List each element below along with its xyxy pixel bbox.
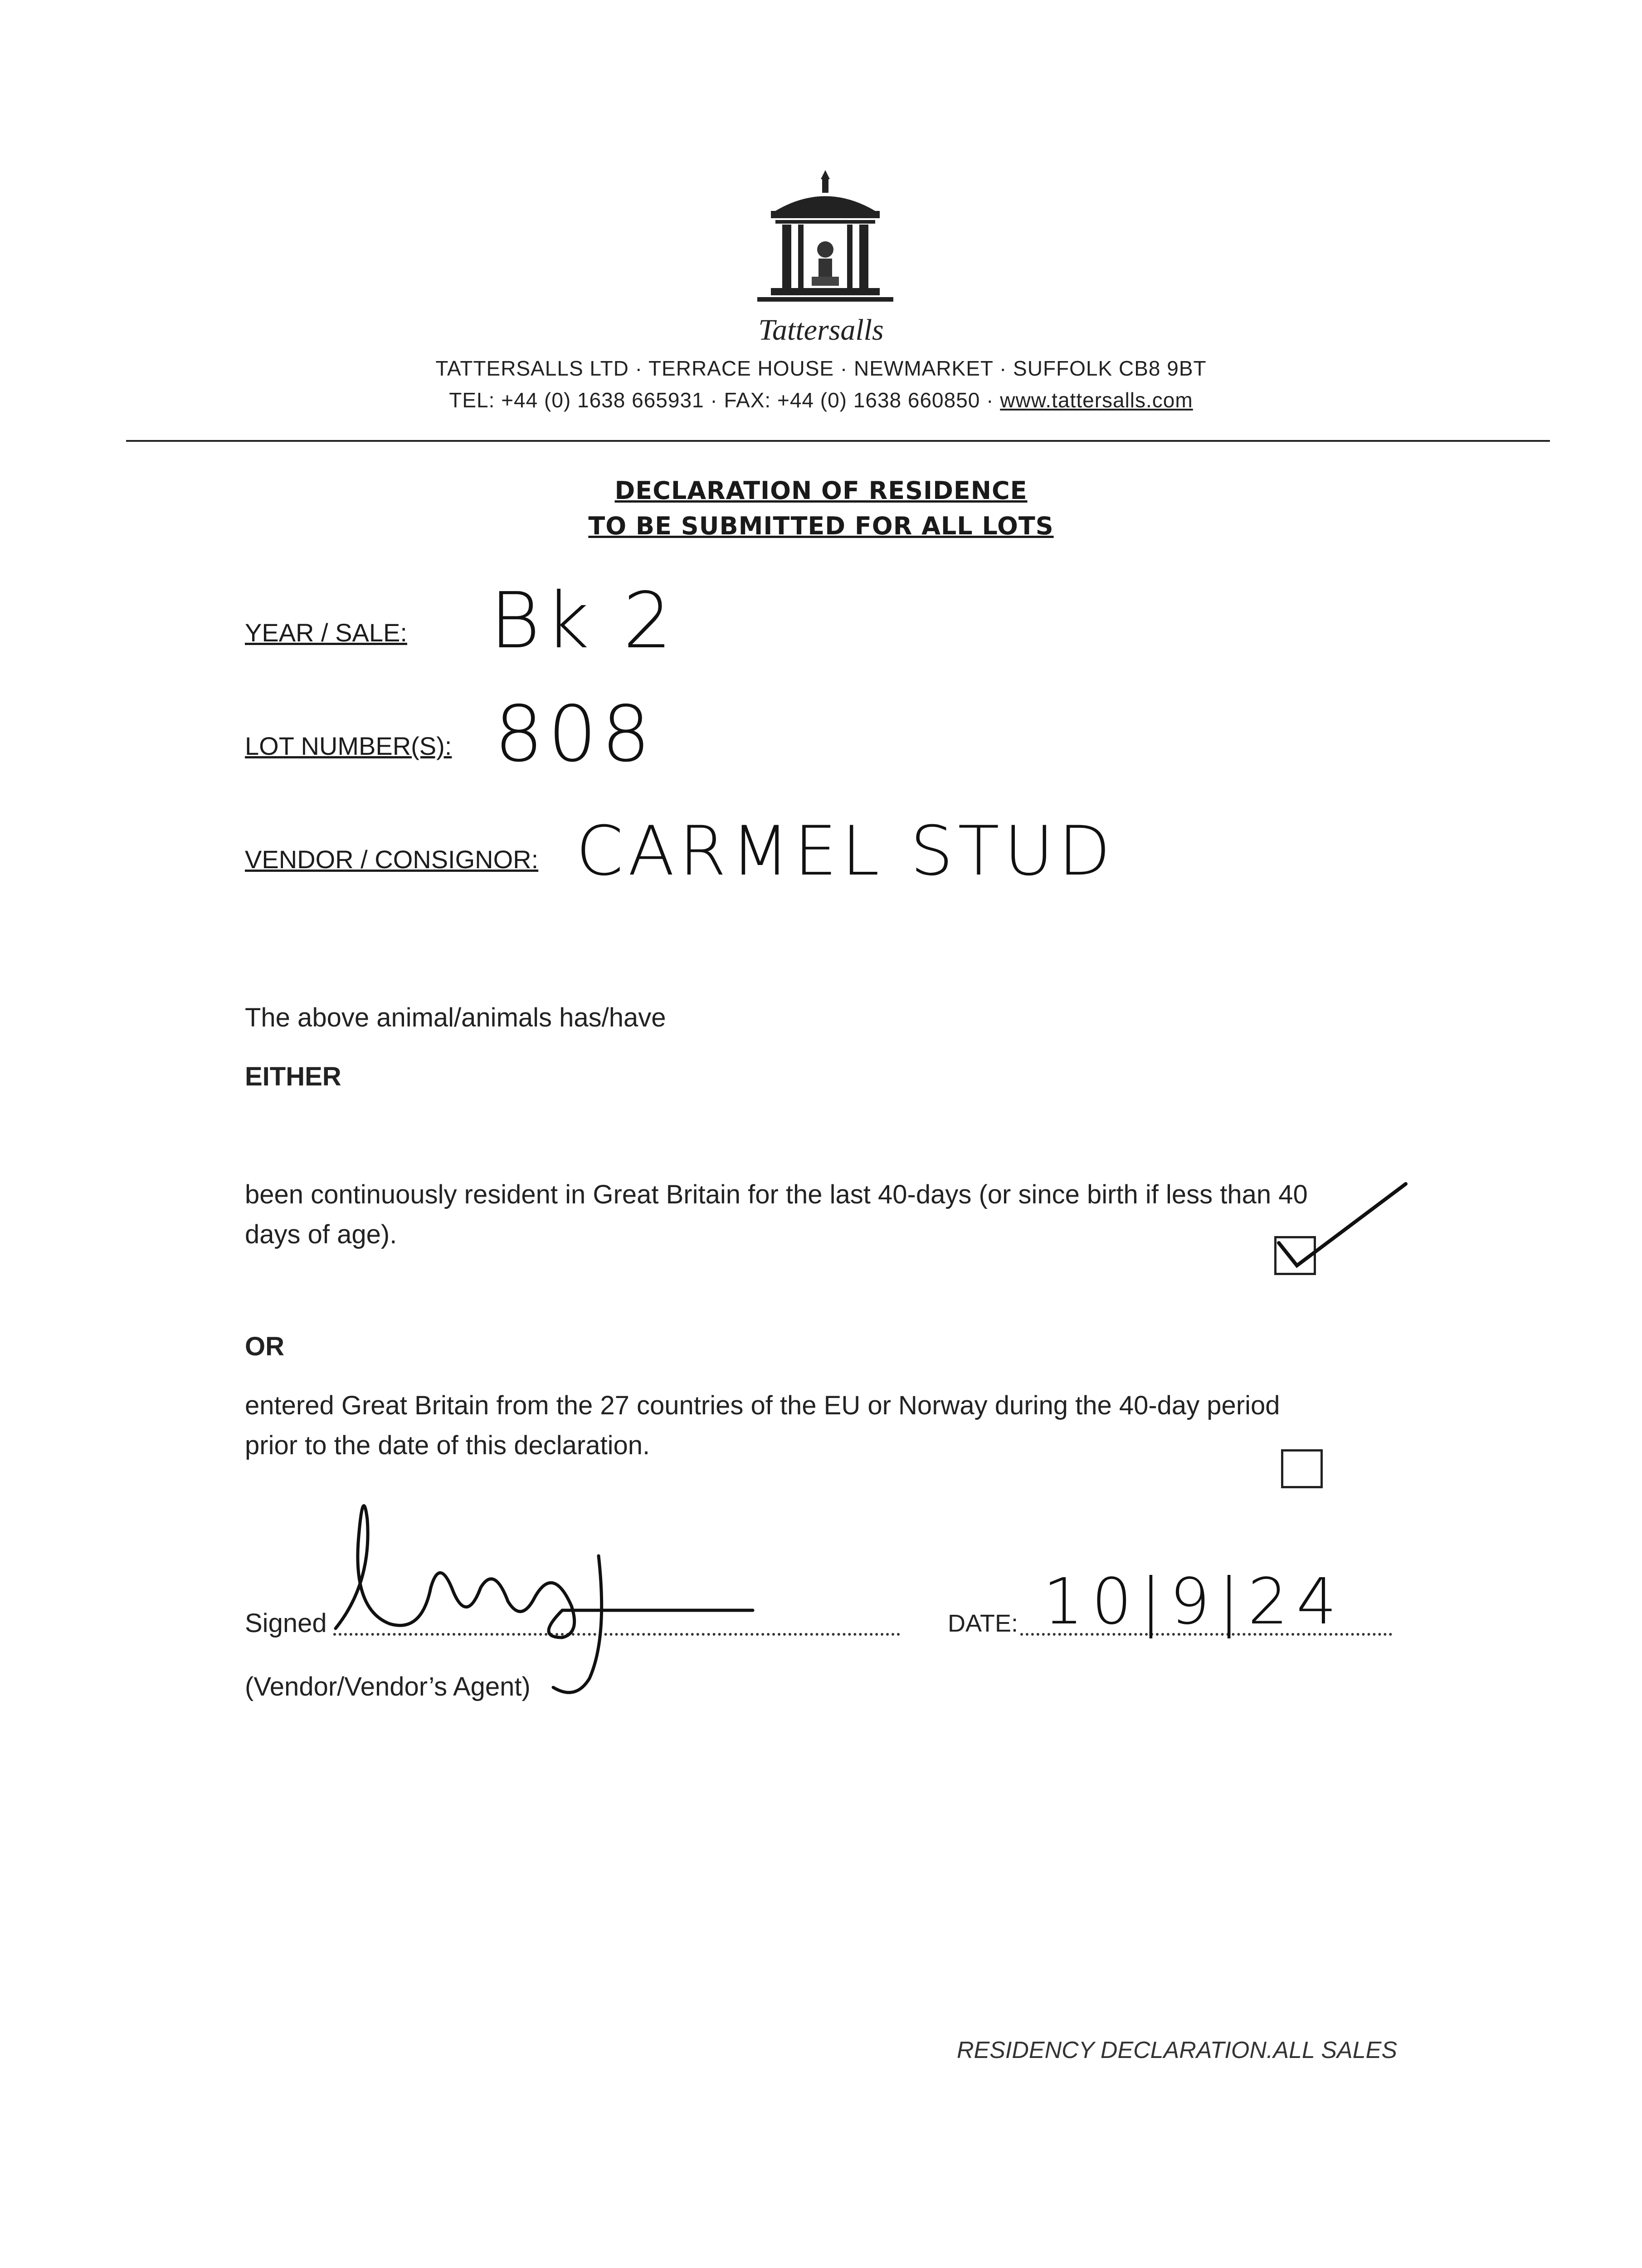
form-title: DECLARATION OF RESIDENCE xyxy=(614,476,1028,505)
form-subtitle: TO BE SUBMITTED FOR ALL LOTS xyxy=(588,512,1054,540)
contact-line xyxy=(0,388,1642,412)
signer-role: (Vendor/Vendor’s Agent) xyxy=(245,1672,531,1701)
signed-label: Signed xyxy=(245,1608,327,1638)
year-sale-label: YEAR / SALE: xyxy=(245,618,407,647)
vendor-value[interactable]: CARMEL STUD xyxy=(576,812,1116,891)
phone-fax: TEL: +44 (0) 1638 665931 · FAX: +44 (0) 1638 660850 · xyxy=(449,388,1000,412)
option-2-line-1: entered Great Britain from the 27 countries of the EU or Norway during the 40-day period xyxy=(245,1391,1280,1420)
form-footer-name: RESIDENCY DECLARATION.ALL SALES xyxy=(956,2037,1397,2063)
vendor-label: VENDOR / CONSIGNOR: xyxy=(245,845,539,874)
header-divider xyxy=(126,440,1550,442)
declaration-intro: The above animal/animals has/have xyxy=(245,1003,666,1032)
option-1-text xyxy=(245,1175,1447,1255)
either-heading: EITHER xyxy=(245,1062,341,1091)
date-value[interactable]: 10|9|24 xyxy=(1043,1565,1345,1639)
option-2-text xyxy=(245,1386,1447,1466)
year-sale-value[interactable]: Bk 2 xyxy=(490,576,677,666)
company-address: TATTERSALLS LTD · TERRACE HOUSE · NEWMARKET · SUFFOLK CB8 9BT xyxy=(435,357,1207,380)
option-2-line-2: prior to the date of this declaration. xyxy=(245,1431,650,1460)
lot-number-value[interactable]: 808 xyxy=(494,689,655,779)
date-label: DATE: xyxy=(948,1610,1018,1637)
option-1-line-2: days of age). xyxy=(245,1220,397,1249)
brand-name: Tattersalls xyxy=(758,313,884,347)
rotunda-statue-icon xyxy=(757,168,893,313)
check-mark-icon xyxy=(1270,1175,1415,1284)
lot-number-label: LOT NUMBER(S): xyxy=(245,732,452,760)
option-2-checkbox[interactable] xyxy=(1281,1449,1323,1488)
or-heading: OR xyxy=(245,1332,284,1361)
option-1-line-1: been continuously resident in Great Britain for the last 40-days (or since birth if less than 40 xyxy=(245,1180,1308,1209)
website-link[interactable]: www.tattersalls.com xyxy=(1000,388,1193,412)
